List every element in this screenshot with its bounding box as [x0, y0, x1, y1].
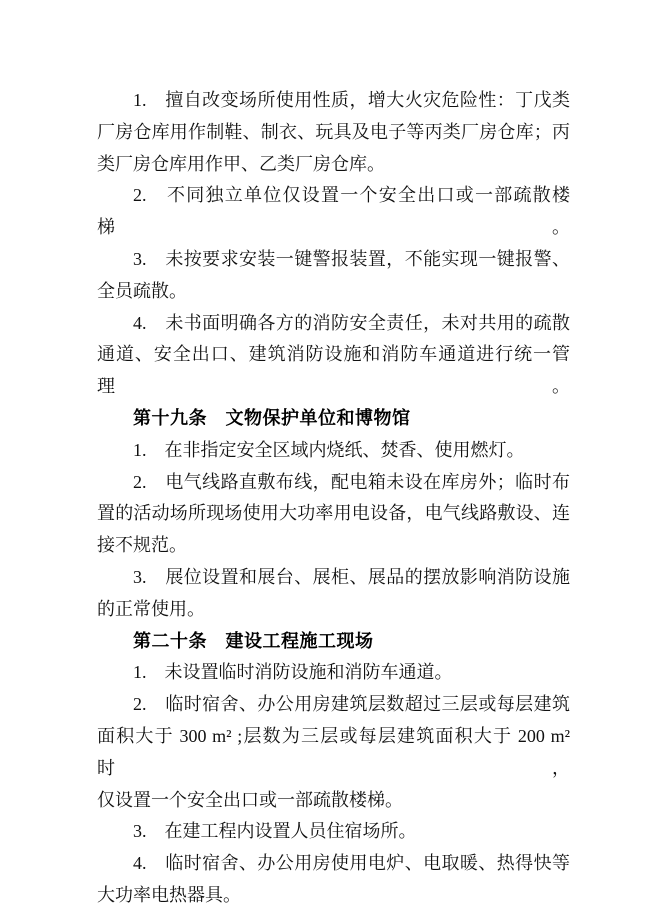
text-line: 大功率电热器具。: [97, 884, 241, 905]
section-heading: 第十九条 文物保护单位和博物馆: [133, 407, 411, 428]
text-line: 3. 未按要求安装一键警报装置，不能实现一键报警、: [133, 248, 570, 269]
text-line: 3. 在建工程内设置人员住宿场所。: [133, 821, 417, 842]
text-line: 接不规范。: [97, 535, 187, 556]
text-line: 全员疏散。: [97, 280, 187, 301]
text-line: 1. 擅自改变场所使用性质，增大火灾危险性：丁戊类: [133, 90, 570, 110]
text-line: 3. 展位设置和展台、展柜、展品的摆放影响消防设施: [133, 566, 570, 587]
text-line: 4. 未书面明确各方的消防安全责任，未对共用的疏散: [133, 312, 570, 333]
text-line: 2. 不同独立单位仅设置一个安全出口或一部疏散楼梯。: [97, 185, 570, 238]
text-line: 仅设置一个安全出口或一部疏散楼梯。: [97, 789, 403, 810]
text-line: 厂房仓库用作制鞋、制衣、玩具及电子等丙类厂房仓库；丙: [97, 121, 570, 142]
text-line: 4. 临时宿舍、办公用房使用电炉、电取暖、热得快等: [133, 853, 570, 874]
text-line: 通道、安全出口、建筑消防设施和消防车通道进行统一管理。: [97, 344, 570, 397]
text-line: 类厂房仓库用作甲、乙类厂房仓库。: [97, 153, 385, 174]
text-line: 2. 临时宿舍、办公用房建筑层数超过三层或每层建筑: [133, 694, 570, 715]
text-line: 面积大于 300 m² ;层数为三层或每层建筑面积大于 200 m²时，: [97, 725, 570, 778]
document-body: [97, 85, 570, 912]
text-line: 1. 在非指定安全区域内烧纸、焚香、使用燃灯。: [133, 439, 525, 460]
text-line: 的正常使用。: [97, 598, 205, 619]
text-line: 置的活动场所现场使用大功率用电设备，电气线路敷设、连: [97, 503, 570, 524]
text-line: 2. 电气线路直敷布线，配电箱未设在库房外；临时布: [133, 471, 570, 492]
text-line: 1. 未设置临时消防设施和消防车通道。: [133, 662, 453, 683]
section-heading: 第二十条 建设工程施工现场: [133, 630, 374, 651]
